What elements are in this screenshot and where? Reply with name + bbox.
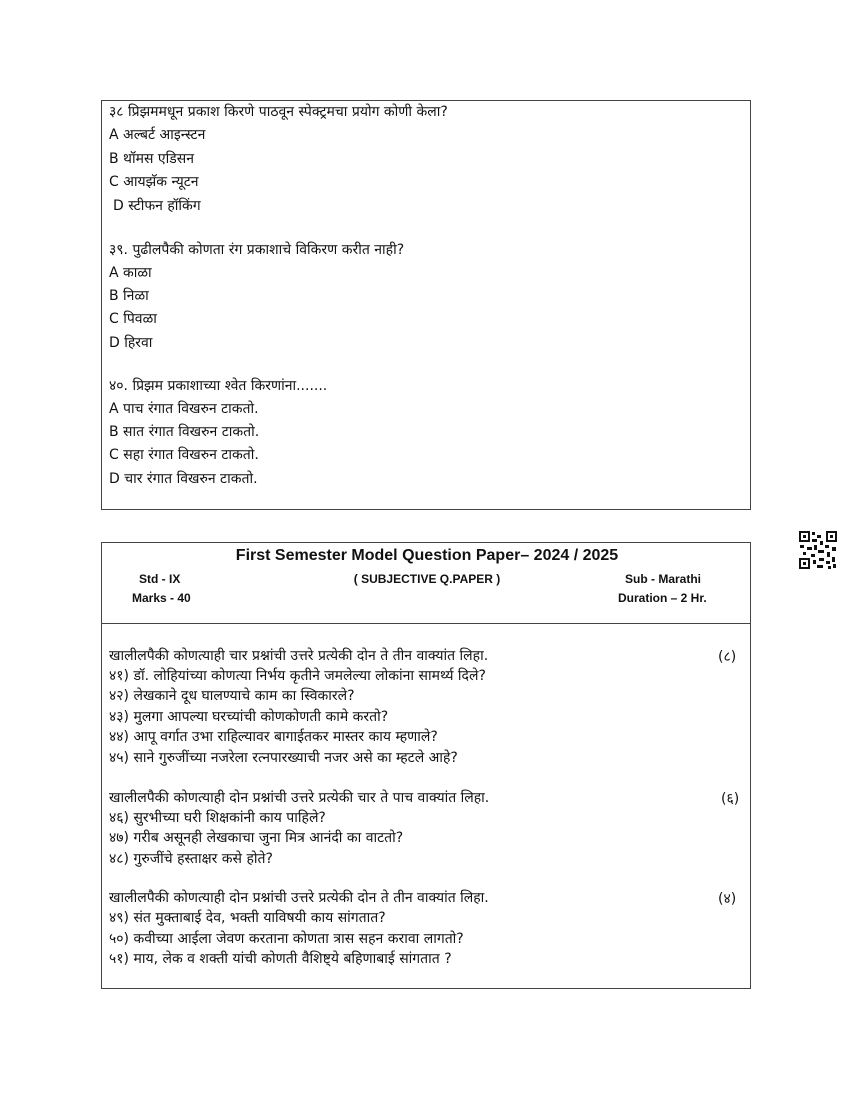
option-c: C आयझॅक न्यूटन: [109, 174, 199, 190]
std-label: Std - IX: [139, 572, 181, 586]
question-43: ४३) मुलगा आपल्या घरच्यांची कोणकोणती कामे करतो?: [109, 709, 389, 725]
option-a: A काळा: [109, 265, 152, 281]
question-44: ४४) आपू वर्गात उभा राहिल्यावर बागाईतकर मास्तर काय म्हणाले?: [109, 729, 438, 745]
option-d: D स्टीफन हॉकिंग: [113, 198, 201, 214]
question-47: ४७) गरीब असूनही लेखकाचा जुना मित्र आनंदी का वाटतो?: [109, 830, 404, 846]
option-d: D चार रंगात विखरुन टाकतो.: [109, 471, 258, 487]
duration-label: Duration – 2 Hr.: [618, 591, 707, 605]
question-51: ५१) माय, लेक व शक्ती यांची कोणती वैशिष्ट्ये बहिणाबाई सांगतात ?: [109, 951, 452, 967]
question-50: ५०) कवीच्या आईला जेवण करताना कोणता त्रास सहन करावा लागतो?: [109, 931, 464, 947]
option-a: A अल्बर्ट आइन्स्टन: [109, 127, 206, 143]
question-39: ३९. पुढीलपैकी कोणता रंग प्रकाशाचे विकिरण करीत नाही?: [109, 242, 405, 258]
question-46: ४६) सुरभीच्या घरी शिक्षकांनी काय पाहिले?: [109, 810, 326, 826]
section-instruction: खालीलपैकी कोणत्याही चार प्रश्नांची उत्तरे प्रत्येकी दोन ते तीन वाक्यांत लिहा.: [109, 648, 489, 664]
option-b: B थॉमस एडिसन: [109, 151, 195, 167]
question-42: ४२) लेखकाने दूध घालण्याचे काम का स्विकारले?: [109, 688, 355, 704]
question-49: ४९) संत मुक्ताबाई देव, भक्ती याविषयी काय सांगतात?: [109, 910, 386, 926]
option-c: C पिवळा: [109, 311, 157, 327]
question-41: ४१) डॉ. लोहियांच्या कोणत्या निर्भय कृतीने जमलेल्या लोकांना सामर्थ्य दिले?: [109, 668, 486, 684]
section-marks: (४): [718, 891, 737, 907]
question-45: ४५) साने गुरुजींच्या नजरेला रत्नपारख्याची नजर असे का म्हटले आहे?: [109, 750, 458, 766]
mcq-section: [101, 100, 751, 510]
question-48: ४८) गुरुजींचे हस्ताक्षर कसे होते?: [109, 851, 273, 867]
option-b: B सात रंगात विखरुन टाकतो.: [109, 424, 260, 440]
section-marks: (६): [721, 791, 740, 807]
question-38: ३८ प्रिझममधून प्रकाश किरणे पाठवून स्पेक्ट्रमचा प्रयोग कोणी केला?: [109, 104, 448, 120]
header-divider: [102, 623, 750, 624]
paper-title: First Semester Model Question Paper– 2024 / 2025: [235, 547, 619, 564]
option-a: A पाच रंगात विखरुन टाकतो.: [109, 401, 259, 417]
paper-type: ( SUBJECTIVE Q.PAPER ): [353, 572, 501, 586]
question-40: ४०. प्रिझम प्रकाशाच्या श्वेत किरणांना.......: [109, 378, 328, 394]
section-instruction: खालीलपैकी कोणत्याही दोन प्रश्नांची उत्तरे प्रत्येकी दोन ते तीन वाक्यांत लिहा.: [109, 890, 489, 906]
marks-label: Marks - 40: [132, 591, 191, 605]
section-instruction: खालीलपैकी कोणत्याही दोन प्रश्नांची उत्तरे प्रत्येकी चार ते पाच वाक्यांत लिहा.: [109, 790, 490, 806]
subject-label: Sub - Marathi: [625, 572, 702, 586]
section-marks: (८): [718, 649, 737, 665]
subjective-section: [101, 542, 751, 989]
option-b: B निळा: [109, 288, 149, 304]
qr-code-icon: [798, 530, 838, 570]
option-d: D हिरवा: [109, 335, 153, 351]
option-c: C सहा रंगात विखरुन टाकतो.: [109, 447, 259, 463]
